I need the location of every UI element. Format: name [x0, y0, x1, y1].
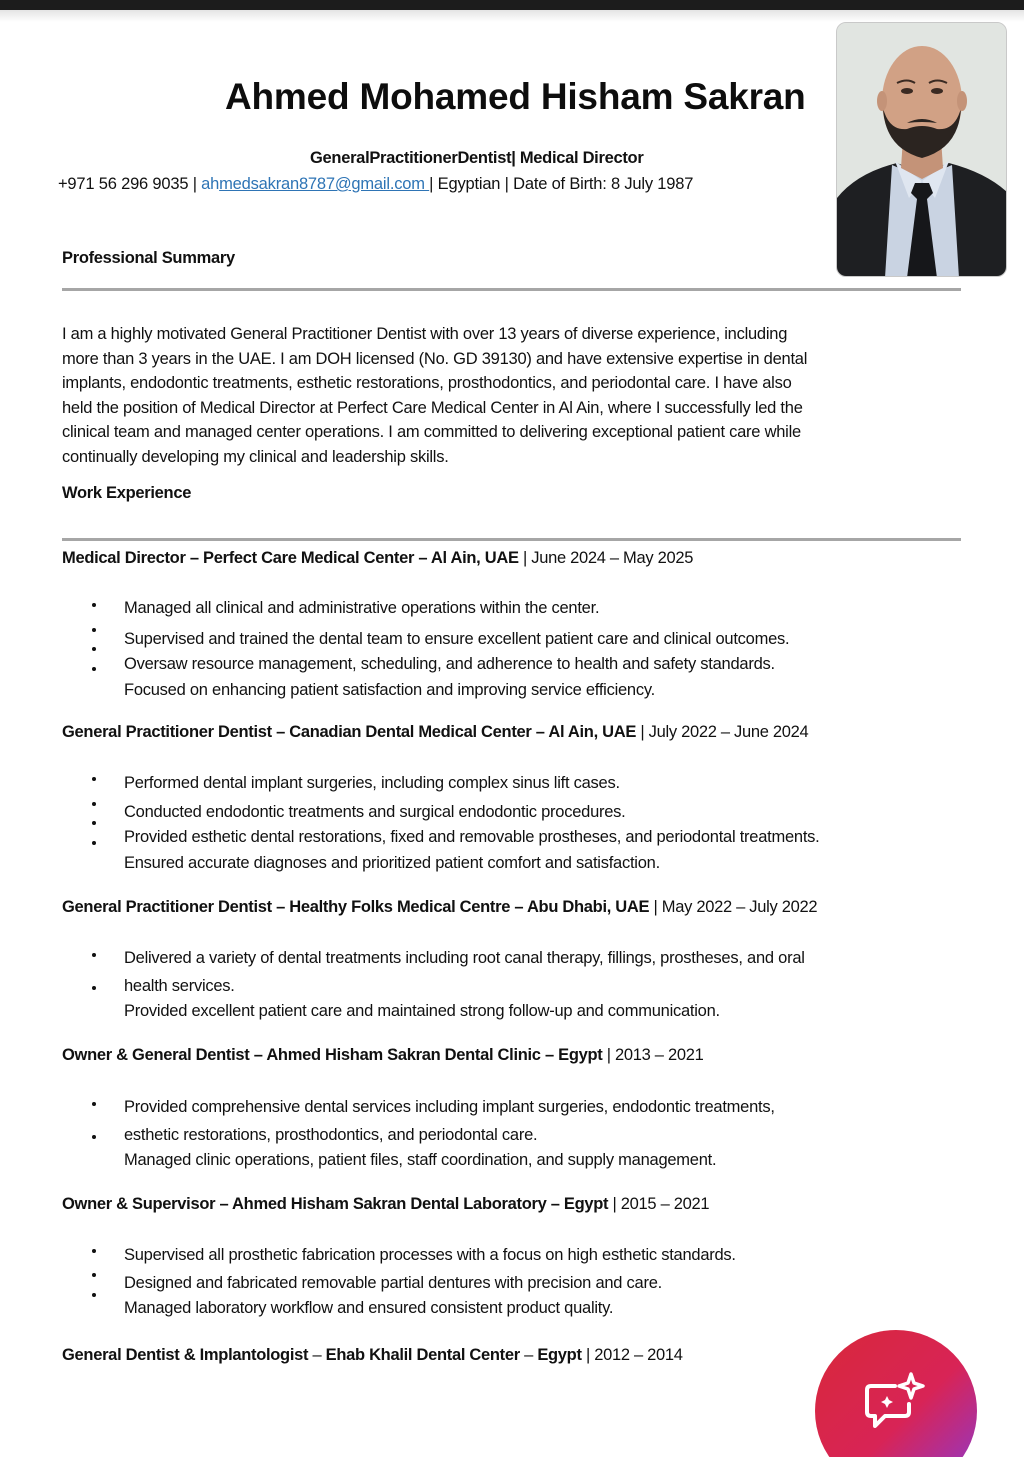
job-title: [62, 1346, 683, 1365]
bullet-dot: [92, 841, 96, 845]
bullet-dot: [92, 777, 96, 781]
bullet-item: Performed dental implant surgeries, including complex sinus lift cases.: [124, 774, 620, 792]
bullet-dot: [92, 1249, 96, 1253]
summary-line: clinical team and managed center operations. I am committed to delivering exceptional patient care while: [62, 423, 801, 441]
job-subtitle: GeneralPractitionerDentist| Medical Director: [310, 149, 644, 167]
bullet-item: Managed all clinical and administrative operations within the center.: [124, 599, 600, 617]
job-title: [62, 723, 808, 742]
summary-line: held the position of Medical Director at Perfect Care Medical Center in Al Ain, where I successfully led the: [62, 398, 803, 417]
job-dates: | May 2022 – July 2022: [649, 898, 818, 916]
bullet-dot: [92, 821, 96, 825]
job-role: General Dentist & Implantologist: [62, 1346, 309, 1364]
summary-line: more than 3 years in the UAE. I am DOH licensed (No. GD 39130) and have extensive expertise in dental: [62, 349, 808, 368]
bullet-item: Conducted endodontic treatments and surgical endodontic procedures.: [124, 802, 626, 821]
candidate-name-text: Ahmed Mohamed Hisham Sakran: [225, 76, 806, 117]
bullet-item: Ensured accurate diagnoses and prioritized patient comfort and satisfaction.: [124, 853, 660, 872]
bullet-dot: [92, 667, 96, 671]
experience-heading: Work Experience: [62, 484, 192, 502]
bullet-dot: [92, 1102, 96, 1106]
bullet-dot: [92, 1273, 96, 1277]
bullet-item: Supervised all prosthetic fabrication processes with a focus on high esthetic standards.: [124, 1246, 736, 1264]
bullet-item: esthetic restorations, prosthodontics, and periodontal care.: [124, 1125, 538, 1144]
email-link[interactable]: [201, 175, 429, 193]
phone: +971 56 296 9035: [58, 175, 189, 193]
experience-divider: [62, 538, 961, 541]
job-title: [62, 1046, 703, 1065]
top-bar: [0, 0, 1024, 10]
job-bullets: [124, 771, 820, 876]
email-prefix: ah: [201, 175, 220, 193]
separator: |: [429, 175, 438, 193]
separator: |: [500, 175, 514, 193]
bullet-dot: [92, 1293, 96, 1297]
job-title: [62, 1195, 709, 1214]
bullet-item: Focused on enhancing patient satisfaction and improving service efficiency.: [124, 680, 655, 699]
email-rest: medsakran8787@gmail.com: [219, 175, 430, 193]
bullet-dot: [92, 603, 96, 607]
contact-line: [58, 175, 693, 194]
bullet-dot: [92, 986, 96, 990]
job-dates: | June 2024 – May 2025: [518, 549, 694, 567]
bullet-item: Designed and fabricated removable partial dentures with precision and care.: [124, 1273, 662, 1292]
summary-line: I am a highly motivated General Practitioner Dentist with over 13 years of diverse experience, including: [62, 325, 788, 343]
bullet-item: Managed clinic operations, patient files, staff coordination, and supply management.: [124, 1151, 717, 1169]
job-dates: | 2013 – 2021: [602, 1046, 704, 1064]
job-bullets: [124, 1095, 775, 1174]
job-role-separator: –: [308, 1346, 326, 1364]
job-dates: | July 2022 – June 2024: [636, 723, 809, 741]
top-shadow: [0, 10, 1024, 22]
bullet-dot: [92, 802, 96, 806]
portrait-illustration: [837, 23, 1007, 277]
job-role: Owner & General Dentist – Ahmed Hisham Sakran Dental Clinic – Egypt: [62, 1046, 603, 1064]
job-dates: | 2012 – 2014: [581, 1346, 683, 1364]
bullet-dot: [92, 1135, 96, 1139]
summary-line: implants, endodontic treatments, esthetic restorations, prosthodontics, and periodontal care. I have also: [62, 374, 792, 392]
summary-divider: [62, 288, 961, 291]
job-employer: Ehab Khalil Dental Center: [325, 1346, 520, 1364]
job-dates: | 2015 – 2021: [608, 1195, 710, 1213]
bullet-dot: [92, 953, 96, 957]
ai-chat-sparkle-icon: [861, 1370, 931, 1440]
job-role-separator: –: [519, 1346, 538, 1364]
job-location: Egypt: [537, 1346, 582, 1364]
summary-line: continually developing my clinical and leadership skills.: [62, 447, 449, 466]
profile-photo: [836, 22, 1007, 277]
job-role: General Practitioner Dentist – Canadian Dental Medical Center – Al Ain, UAE: [62, 723, 637, 741]
summary-heading: Professional Summary: [62, 249, 235, 267]
job-bullets: [124, 946, 805, 1025]
job-role: Owner & Supervisor – Ahmed Hisham Sakran Dental Laboratory – Egypt: [62, 1195, 609, 1213]
date-of-birth: Date of Birth: 8 July 1987: [513, 175, 694, 193]
bullet-dot: [92, 647, 96, 651]
nationality: Egyptian: [437, 175, 501, 193]
bullet-item: health services.: [124, 976, 235, 995]
bullet-item: Oversaw resource management, scheduling, and adherence to health and safety standards.: [124, 655, 775, 673]
ai-assistant-button[interactable]: [815, 1330, 977, 1457]
job-role: Medical Director – Perfect Care Medical Center – Al Ain, UAE: [62, 549, 519, 567]
bullet-dot: [92, 628, 96, 632]
job-bullets: [124, 1243, 736, 1322]
bullet-item: Supervised and trained the dental team to ensure excellent patient care and clinical outcomes.: [124, 629, 790, 648]
summary-text: [62, 322, 962, 469]
job-bullets: [124, 596, 789, 703]
bullet-item: Provided excellent patient care and maintained strong follow-up and communication.: [124, 1002, 720, 1020]
job-title: [62, 898, 817, 917]
job-role: General Practitioner Dentist – Healthy Folks Medical Centre – Abu Dhabi, UAE: [62, 898, 650, 916]
separator: |: [188, 175, 202, 193]
bullet-item: Provided esthetic dental restorations, fixed and removable prostheses, and periodontal treatments.: [124, 828, 820, 846]
job-title: [62, 549, 693, 568]
bullet-item: Delivered a variety of dental treatments including root canal therapy, fillings, prostheses, and oral: [124, 949, 805, 967]
bullet-item: Managed laboratory workflow and ensured consistent product quality.: [124, 1299, 614, 1317]
bullet-item: Provided comprehensive dental services including implant surgeries, endodontic treatments,: [124, 1098, 775, 1116]
